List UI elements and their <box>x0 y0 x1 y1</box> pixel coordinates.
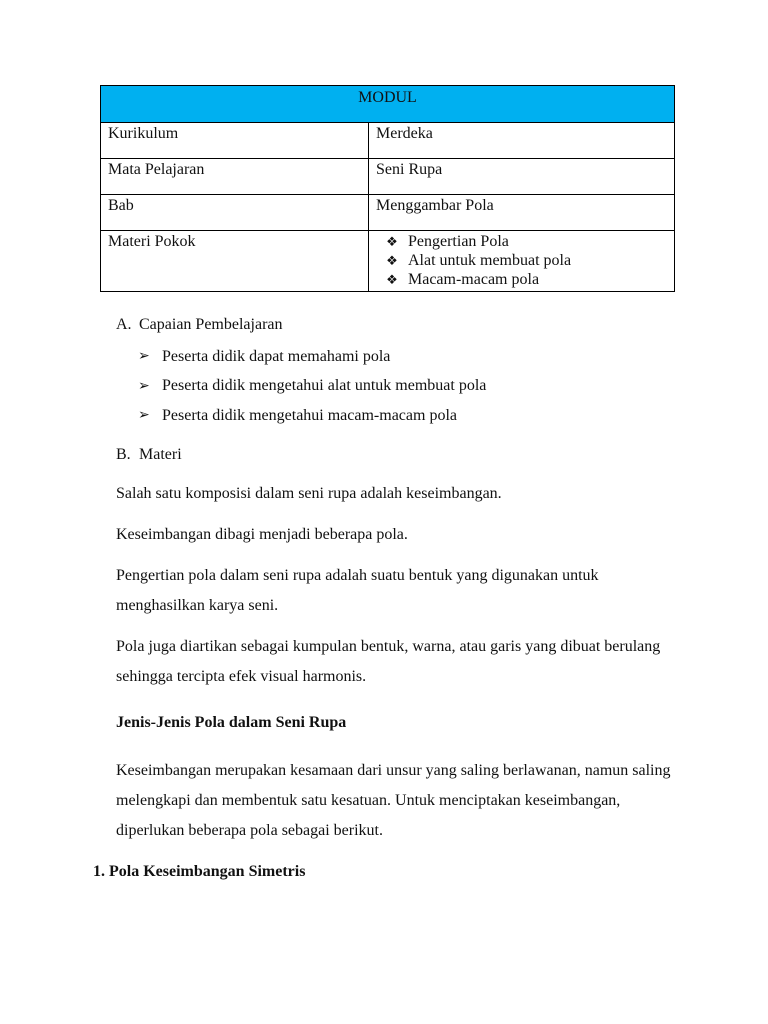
list-item <box>385 232 667 251</box>
table-cell-label: Materi Pokok <box>101 231 369 292</box>
paragraph: Salah satu komposisi dalam seni rupa adalah keseimbangan. <box>116 484 502 502</box>
list-item-text: Peserta didik mengetahui macam-macam pola <box>162 406 457 424</box>
paragraph: Pola juga diartikan sebagai kumpulan bentuk, warna, atau garis yang dibuat berulang sehingga tercipta efek visual harmonis. <box>116 637 661 685</box>
paragraph: Keseimbangan merupakan kesamaan dari unsur yang saling berlawanan, namun saling melengkapi dan membentuk satu kesatuan. Untuk menciptakan keseimbangan, diperlukan beberapa pola sebagai berikut. <box>116 761 671 839</box>
table-row <box>101 195 675 231</box>
arrow-bullet-icon: ➢ <box>138 408 150 424</box>
module-table <box>100 85 675 292</box>
list-item-text: Peserta didik dapat memahami pola <box>162 347 391 365</box>
numbered-heading: 1. Pola Keseimbangan Simetris <box>93 863 306 880</box>
table-row <box>101 123 675 159</box>
document-body <box>116 313 686 846</box>
list-item <box>385 251 667 270</box>
table-header: MODUL <box>101 86 675 123</box>
list-item <box>138 342 686 372</box>
table-cell-label: Bab <box>101 195 369 231</box>
section-letter: B. <box>116 445 131 463</box>
diamond-bullet-icon: ❖ <box>386 272 398 287</box>
list-item <box>138 401 686 431</box>
arrow-bullet-icon: ➢ <box>138 349 150 365</box>
table-cell-label: Mata Pelajaran <box>101 159 369 195</box>
diamond-bullet-icon: ❖ <box>386 234 398 249</box>
subheading: Jenis-Jenis Pola dalam Seni Rupa <box>116 713 347 731</box>
list-item-text: Macam-macam pola <box>408 271 540 288</box>
section-a-heading <box>116 313 686 337</box>
diamond-bullet-icon: ❖ <box>386 253 398 268</box>
table-row <box>101 159 675 195</box>
section-title: Materi <box>139 445 182 463</box>
list-item-text: Pengertian Pola <box>408 233 509 250</box>
table-row <box>101 231 675 292</box>
paragraph: Keseimbangan dibagi menjadi beberapa pola. <box>116 525 408 543</box>
table-cell-value: Menggambar Pola <box>369 195 675 231</box>
materi-list <box>376 232 667 289</box>
table-cell-value: Merdeka <box>369 123 675 159</box>
table-cell-value: Seni Rupa <box>369 159 675 195</box>
list-item <box>385 270 667 289</box>
list-item-text: Peserta didik mengetahui alat untuk membuat pola <box>162 377 487 395</box>
section-b-heading <box>116 443 686 467</box>
section-letter: A. <box>116 316 132 333</box>
capaian-list <box>116 342 686 431</box>
table-cell-value <box>369 231 675 292</box>
table-cell-label: Kurikulum <box>101 123 369 159</box>
list-item-text: Alat untuk membuat pola <box>408 252 572 269</box>
arrow-bullet-icon: ➢ <box>138 378 150 394</box>
section-title: Capaian Pembelajaran <box>139 316 283 333</box>
list-item <box>138 372 686 402</box>
paragraph: Pengertian pola dalam seni rupa adalah suatu bentuk yang digunakan untuk menghasilkan karya seni. <box>116 566 599 614</box>
